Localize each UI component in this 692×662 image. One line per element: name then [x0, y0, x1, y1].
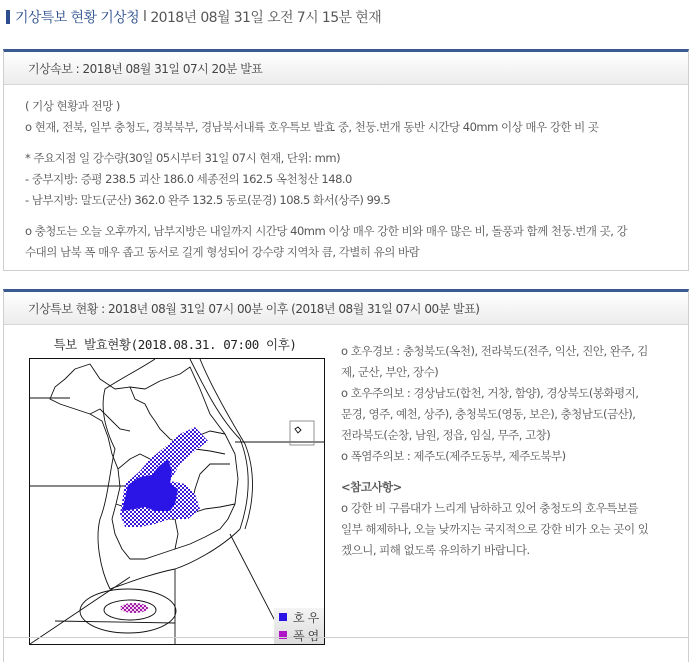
bulletin-line: 수대의 남북 폭 매우 좁고 동서로 길게 형성되어 강수량 지역차 큼, 각별히 유의 바람	[25, 245, 420, 259]
bulletin-line: o 충청도는 오늘 오후까지, 남부지방은 내일까지 시간당 40mm 이상 매우 강한 비와 매우 많은 비, 돌풍과 함께 천둥.번개 곳, 강	[25, 224, 628, 238]
reference-line: 겠으니, 피해 없도록 유의하기 바랍니다.	[341, 543, 530, 557]
warning-line: o 호우주의보 : 경상남도(합천, 거창, 함양), 경상북도(봉화평지,	[341, 386, 639, 400]
reference-title: <참고사항>	[341, 480, 402, 494]
bulletin-line: ( 기상 현황과 전망 )	[25, 99, 120, 113]
heavy-rain-swatch-icon	[279, 613, 287, 621]
korea-map-icon	[30, 359, 325, 645]
bulletin-line: * 주요지점 일 강수량(30일 05시부터 31일 07시 현재, 단위: mm)	[25, 151, 341, 165]
reference-line: o 강한 비 구름대가 느리게 남하하고 있어 충청도의 호우특보를	[341, 501, 639, 515]
bulletin-line: - 중부지방: 증평 238.5 괴산 186.0 세종전의 162.5 옥천청산 148.0	[25, 172, 352, 186]
warning-line: 제, 군산, 부안, 장수)	[341, 365, 439, 379]
page-title-time: 2018년 08월 31일 오전 7시 15분 현재	[150, 10, 382, 26]
bulletin-line: - 남부지방: 말도(군산) 362.0 완주 132.5 동로(문경) 108.5 화서(상주) 99.5	[25, 193, 391, 207]
heat-wave-swatch-icon	[279, 631, 287, 639]
warning-line: 문경, 영주, 예천, 상주), 충청북도(영동, 보은), 충청남도(금산),	[341, 407, 636, 421]
bulletin-title: 기상속보 : 2018년 08월 31일 07시 20분 발표	[4, 52, 688, 85]
legend-label: 호우	[293, 610, 323, 625]
status-title: 기상특보 현황 : 2018년 08월 31일 07시 00분 이후 (2018년 08월 31일 07시 00분 발표)	[4, 292, 688, 325]
warning-line: o 호우경보 : 충청북도(옥천), 전라북도(전주, 익산, 진안, 완주, 김	[341, 344, 648, 358]
page-title	[6, 6, 381, 28]
map-image[interactable]	[29, 358, 325, 645]
bulletin-body	[4, 85, 688, 263]
status-panel	[3, 289, 689, 662]
title-separator: l	[143, 9, 147, 25]
legend-item-heavy-rain	[274, 608, 324, 626]
page-title-org: 기상특보 현황 기상청	[15, 10, 140, 26]
warning-line: 전라북도(순창, 남원, 정읍, 임실, 무주, 고창)	[341, 428, 551, 442]
legend-label: 폭염	[293, 628, 323, 643]
warning-map	[25, 336, 325, 645]
warning-line: o 폭염주의보 : 제주도(제주도동부, 제주도북부)	[341, 449, 566, 463]
map-legend	[274, 608, 324, 644]
bulletin-panel	[3, 49, 689, 271]
bulletin-line: o 현재, 전북, 일부 충청도, 경북북부, 경남북서내륙 호우특보 발효 중, 천둥.번개 동반 시간당 40mm 이상 매우 강한 비 곳	[25, 120, 599, 134]
warning-list	[341, 341, 648, 561]
map-title: 특보 발효현황(2018.08.31. 07:00 이후)	[53, 337, 297, 352]
reference-line: 일부 해제하나, 오늘 낮까지는 국지적으로 강한 비가 오는 곳이 있	[341, 522, 649, 536]
title-bar-icon	[6, 10, 10, 24]
legend-item-heat-wave	[274, 626, 324, 644]
